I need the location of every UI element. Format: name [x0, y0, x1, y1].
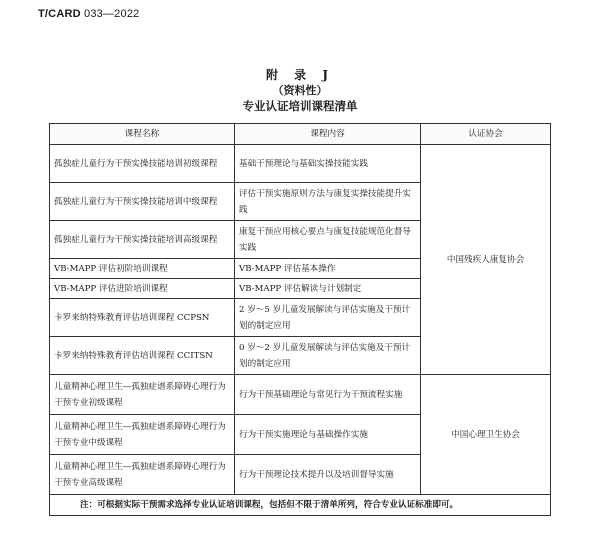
course-content: 行为干预基础理论与常见行为干预流程实施 — [235, 375, 421, 415]
standard-code-prefix: T/CARD — [38, 8, 81, 20]
course-name: 卡罗来纳特殊教育评估培训课程 CCITSN — [50, 337, 235, 375]
appendix-nature: （资料性） — [272, 84, 328, 97]
course-content: VB-MAPP 评估解读与计划制定 — [235, 279, 421, 299]
standard-code — [38, 8, 139, 20]
table-row — [50, 145, 551, 183]
course-content: 评估干预实施原则方法与康复实操技能提升实践 — [235, 183, 421, 221]
course-content: 康复干预应用核心要点与康复技能规范化督导实践 — [235, 221, 421, 259]
table-row — [50, 375, 551, 415]
course-content: 行为干预实施理论与基础操作实施 — [235, 415, 421, 455]
course-name: 孤独症儿童行为干预实操技能培训中级课程 — [50, 183, 235, 221]
column-header-association: 认证协会 — [421, 124, 551, 145]
course-name: 儿童精神心理卫生—孤独症谱系障碍心理行为干预专业中级课程 — [50, 415, 235, 455]
course-name: 儿童精神心理卫生—孤独症谱系障碍心理行为干预专业初级课程 — [50, 375, 235, 415]
course-content: 0 岁～2 岁儿童发展解读与评估实施及干预计划的制定应用 — [235, 337, 421, 375]
course-name: 孤独症儿童行为干预实操技能培训高级课程 — [50, 221, 235, 259]
association-cell: 中国心理卫生协会 — [421, 375, 551, 495]
course-name: 儿童精神心理卫生—孤独症谱系障碍心理行为干预专业高级课程 — [50, 455, 235, 495]
table-header-row — [50, 124, 551, 145]
course-table — [49, 123, 551, 516]
course-content: 2 岁～5 岁儿童发展解读与评估实施及干预计划的制定应用 — [235, 299, 421, 337]
course-name: VB-MAPP 评估初阶培训课程 — [50, 259, 235, 279]
association-cell: 中国残疾人康复协会 — [421, 145, 551, 375]
table-note-row — [50, 495, 551, 516]
appendix-title: 专业认证培训课程清单 — [242, 99, 358, 113]
course-name: 卡罗来纳特殊教育评估培训课程 CCPSN — [50, 299, 235, 337]
column-header-course-name: 课程名称 — [50, 124, 235, 145]
course-content: 行为干预理论技术提升以及培训督导实施 — [235, 455, 421, 495]
appendix-label: 附 录 J — [265, 68, 335, 82]
course-content: 基础干预理论与基础实操技能实践 — [235, 145, 421, 183]
course-name: VB-MAPP 评估进阶培训课程 — [50, 279, 235, 299]
table-note: 注：可根据实际干预需求选择专业认证培训课程，包括但不限于清单所列，符合专业认证标准即可。 — [50, 495, 551, 516]
course-name: 孤独症儿童行为干预实操技能培训初级课程 — [50, 145, 235, 183]
column-header-course-content: 课程内容 — [235, 124, 421, 145]
course-content: VB-MAPP 评估基本操作 — [235, 259, 421, 279]
standard-code-number: 033—2022 — [84, 8, 140, 20]
